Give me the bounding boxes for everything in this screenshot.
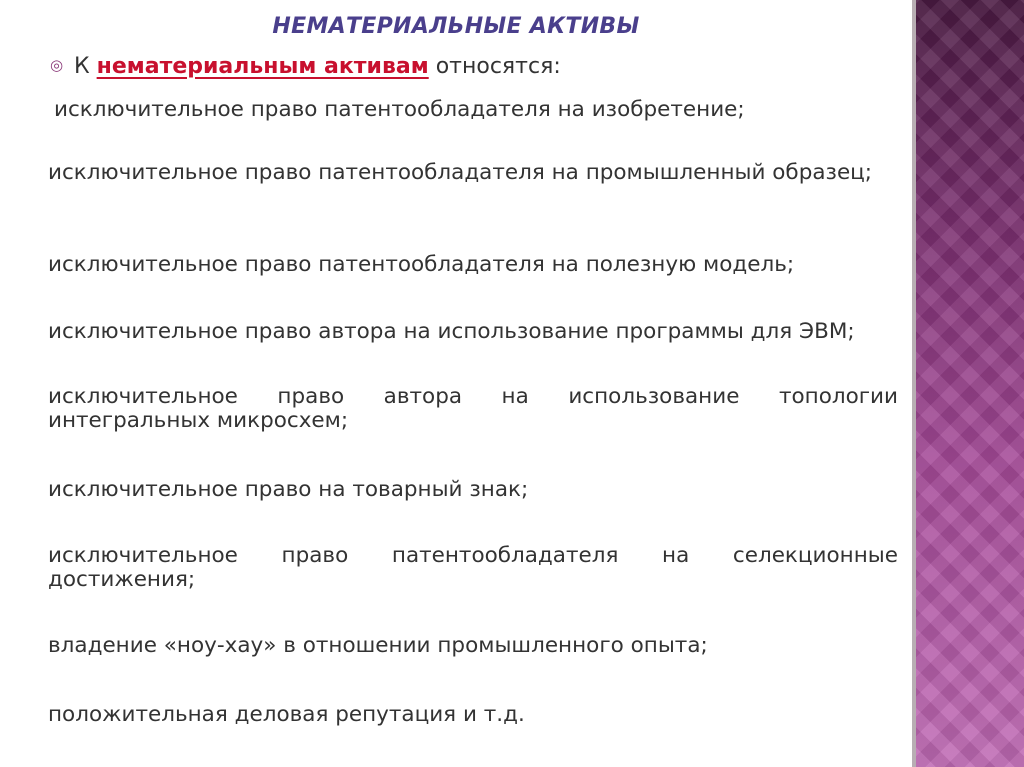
lead-line bbox=[50, 54, 561, 79]
list-item: исключительное право на товарный знак; bbox=[48, 477, 529, 502]
decorative-side-panel bbox=[916, 0, 1024, 767]
list-item: владение «ноу-хау» в отношении промышленного опыта; bbox=[48, 633, 708, 658]
list-item: исключительное право автора на использование программы для ЭВМ; bbox=[48, 319, 855, 344]
list-item: исключительное право патентообладателя на селекционные достижения; bbox=[48, 543, 898, 592]
list-item: исключительное право патентообладателя на промышленный образец; bbox=[48, 160, 873, 185]
lead-highlight: нематериальным активам bbox=[96, 54, 429, 79]
list-item: исключительное право патентообладателя на изобретение; bbox=[54, 97, 745, 122]
list-item: исключительное право патентообладателя на полезную модель; bbox=[48, 252, 795, 277]
list-item: положительная деловая репутация и т.д. bbox=[48, 702, 525, 727]
slide-title: НЕМАТЕРИАЛЬНЫЕ АКТИВЫ bbox=[272, 14, 640, 39]
lead-suffix: относятся: bbox=[435, 54, 561, 79]
circle-bullet-icon: ◎ bbox=[50, 56, 64, 74]
lead-prefix: К bbox=[74, 54, 90, 79]
list-item: исключительное право автора на использование топологии интегральных микросхем; bbox=[48, 384, 898, 433]
